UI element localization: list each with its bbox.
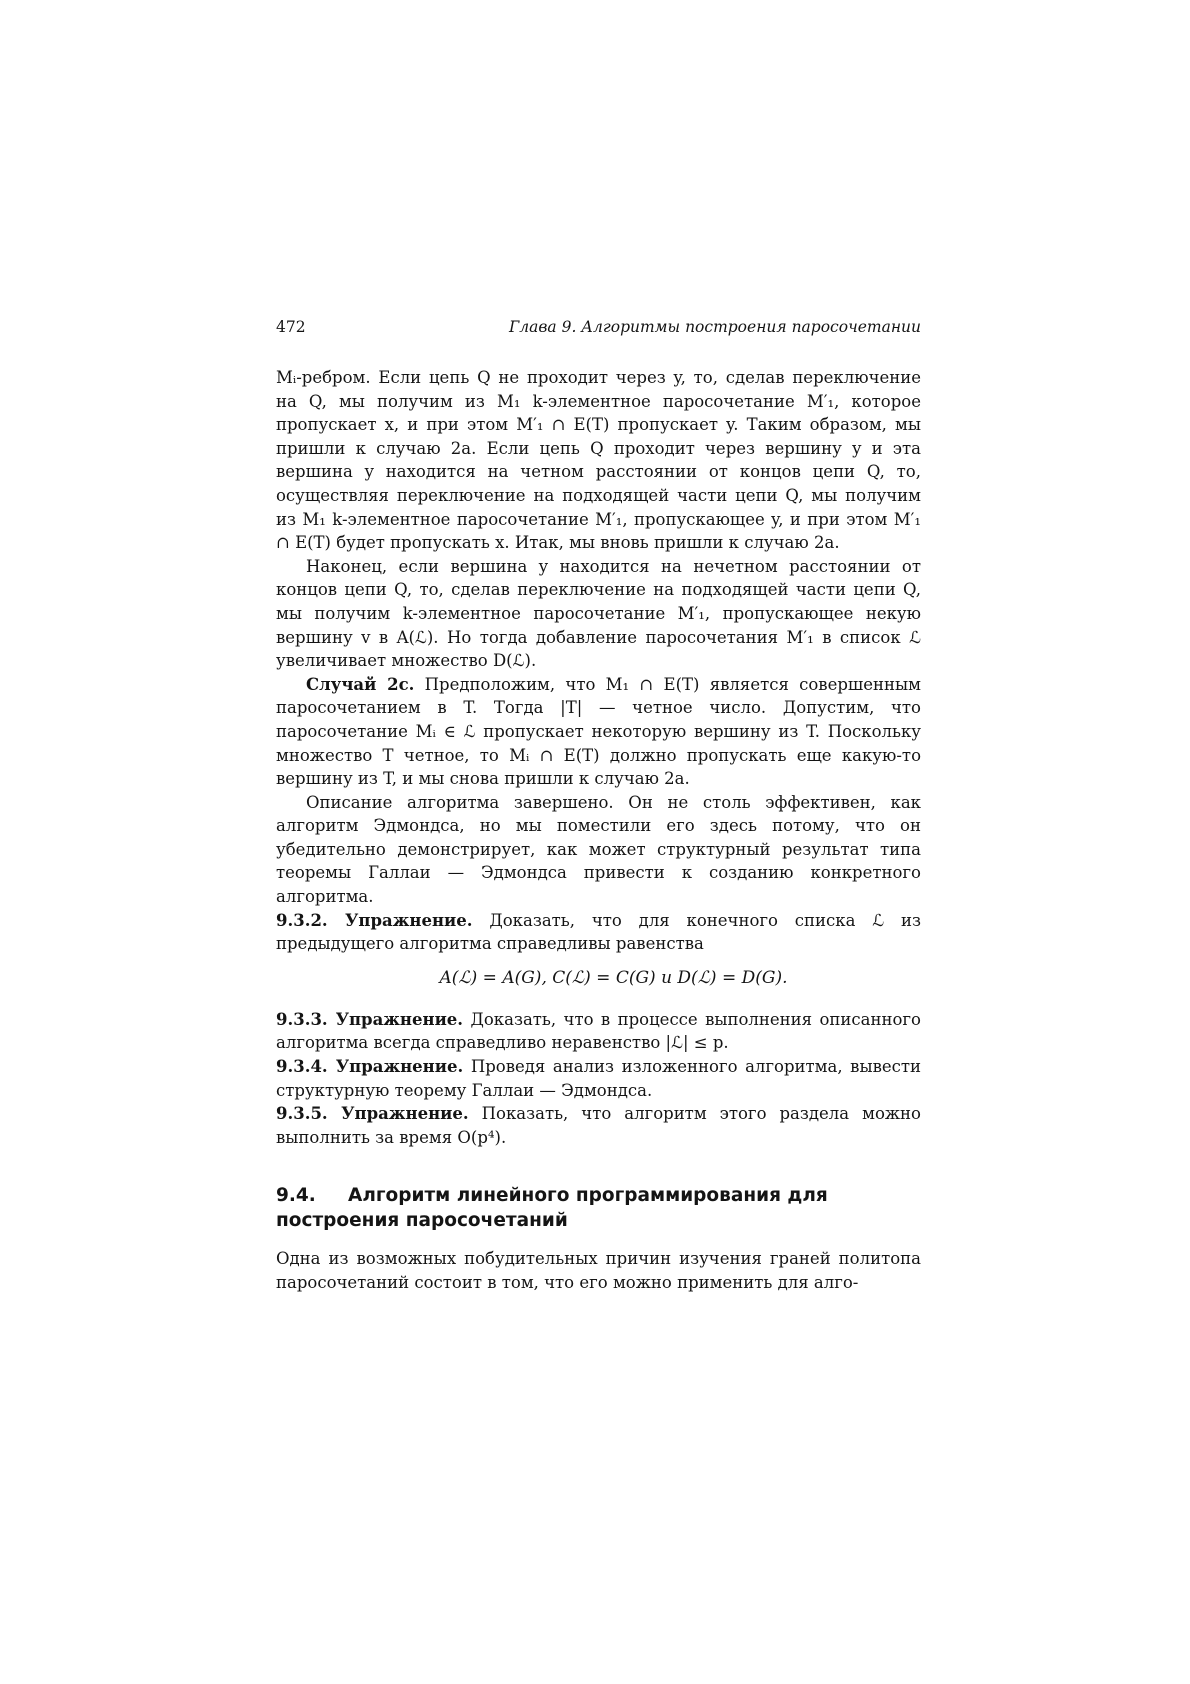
exercise-text: Доказать, что для конечного списка ℒ из предыдущего алгоритма справедливы равенства — [276, 910, 921, 954]
section-title: Алгоритм линейного программирования для построения паросочетаний — [276, 1185, 828, 1232]
exercise-text: Доказать, что в процессе выполнения описанного алгоритма всегда справедливо неравенство |ℒ| ≤ p. — [276, 1009, 921, 1053]
exercise-label: 9.3.3. Упражнение. — [276, 1009, 464, 1029]
exercise-label: 9.3.5. Упражнение. — [276, 1104, 469, 1124]
exercise-label: 9.3.4. Упражнение. — [276, 1057, 464, 1077]
exercise-text: Показать, что алгоритм этого раздела можно выполнить за время O(p⁴). — [276, 1104, 921, 1147]
exercise-text: Проведя анализ изложенного алгоритма, вывести структурную теорему Галлаи — Эдмондса. — [276, 1057, 921, 1100]
page-content — [276, 366, 921, 1295]
page-number: 472 — [276, 318, 306, 336]
final-paragraph: Одна из возможных побудительных причин изучения граней политопа паросочетаний состоит в том, что его можно применить для алго- — [276, 1249, 921, 1292]
chapter-title: Глава 9. Алгоритмы построения паросочетании — [509, 318, 921, 336]
exercise-9-3-4 — [276, 1055, 921, 1102]
document-page — [276, 318, 921, 1295]
case-2c-label: Случай 2с. — [306, 674, 415, 694]
paragraph-2: Наконец, если вершина y находится на нечетном расстоянии от концов цепи Q, то, сделав переключение на подходящей части цепи Q, мы получим k-элементное паросочетание M′₁, пропускающее некую вершину v в A(ℒ). Но тогда добавление паросочетания M′₁ в список ℒ увеличивает множество D(ℒ). — [276, 556, 921, 671]
formula: A(ℒ) = A(G), C(ℒ) = C(G) и D(ℒ) = D(G). — [439, 967, 788, 988]
section-number: 9.4. — [276, 1185, 316, 1207]
exercise-9-3-5 — [276, 1102, 921, 1149]
case-2c-text: Предположим, что M₁ ∩ E(T) является совершенным паросочетанием в T. Тогда |T| — четное число. Допустим, что паросочетание Mᵢ ∈ ℒ пропускает некоторую вершину из T. Поскольку множество T четное, то Mᵢ ∩ E(T) должно пропускать еще какую-то вершину из T, и мы снова пришли к случаю 2а. — [276, 674, 921, 789]
case-2c-paragraph — [276, 673, 921, 791]
closing-paragraph: Описание алгоритма завершено. Он не столь эффективен, как алгоритм Эдмондса, но мы поместили его здесь потому, что он убедительно демонстрирует, как может структурный результат типа теоремы Галлаи — Эдмондса привести к созданию конкретного алгоритма. — [276, 792, 921, 907]
exercise-9-3-2 — [276, 909, 921, 956]
paragraph-1: Mᵢ-ребром. Если цепь Q не проходит через y, то, сделав переключение на Q, мы получим из M₁ k-элементное паросочетание M′₁, которое пропускает x, и при этом M′₁ ∩ E(T) пропускает y. Таким образом, мы пришли к случаю 2а. Если цепь Q проходит через вершину y и эта вершина y находится на четном расстоянии от концов цепи Q, то, осуществляя переключение на подходящей части цепи Q, мы получим из M₁ k-элементное паросочетание M′₁, пропускающее y, и при этом M′₁ ∩ E(T) будет пропускать x. Итак, мы вновь пришли к случаю 2а. — [276, 368, 921, 553]
exercise-9-3-3 — [276, 1008, 921, 1055]
exercise-label: 9.3.2. Упражнение. — [276, 910, 473, 930]
section-heading — [276, 1183, 921, 1233]
running-head — [276, 318, 921, 344]
